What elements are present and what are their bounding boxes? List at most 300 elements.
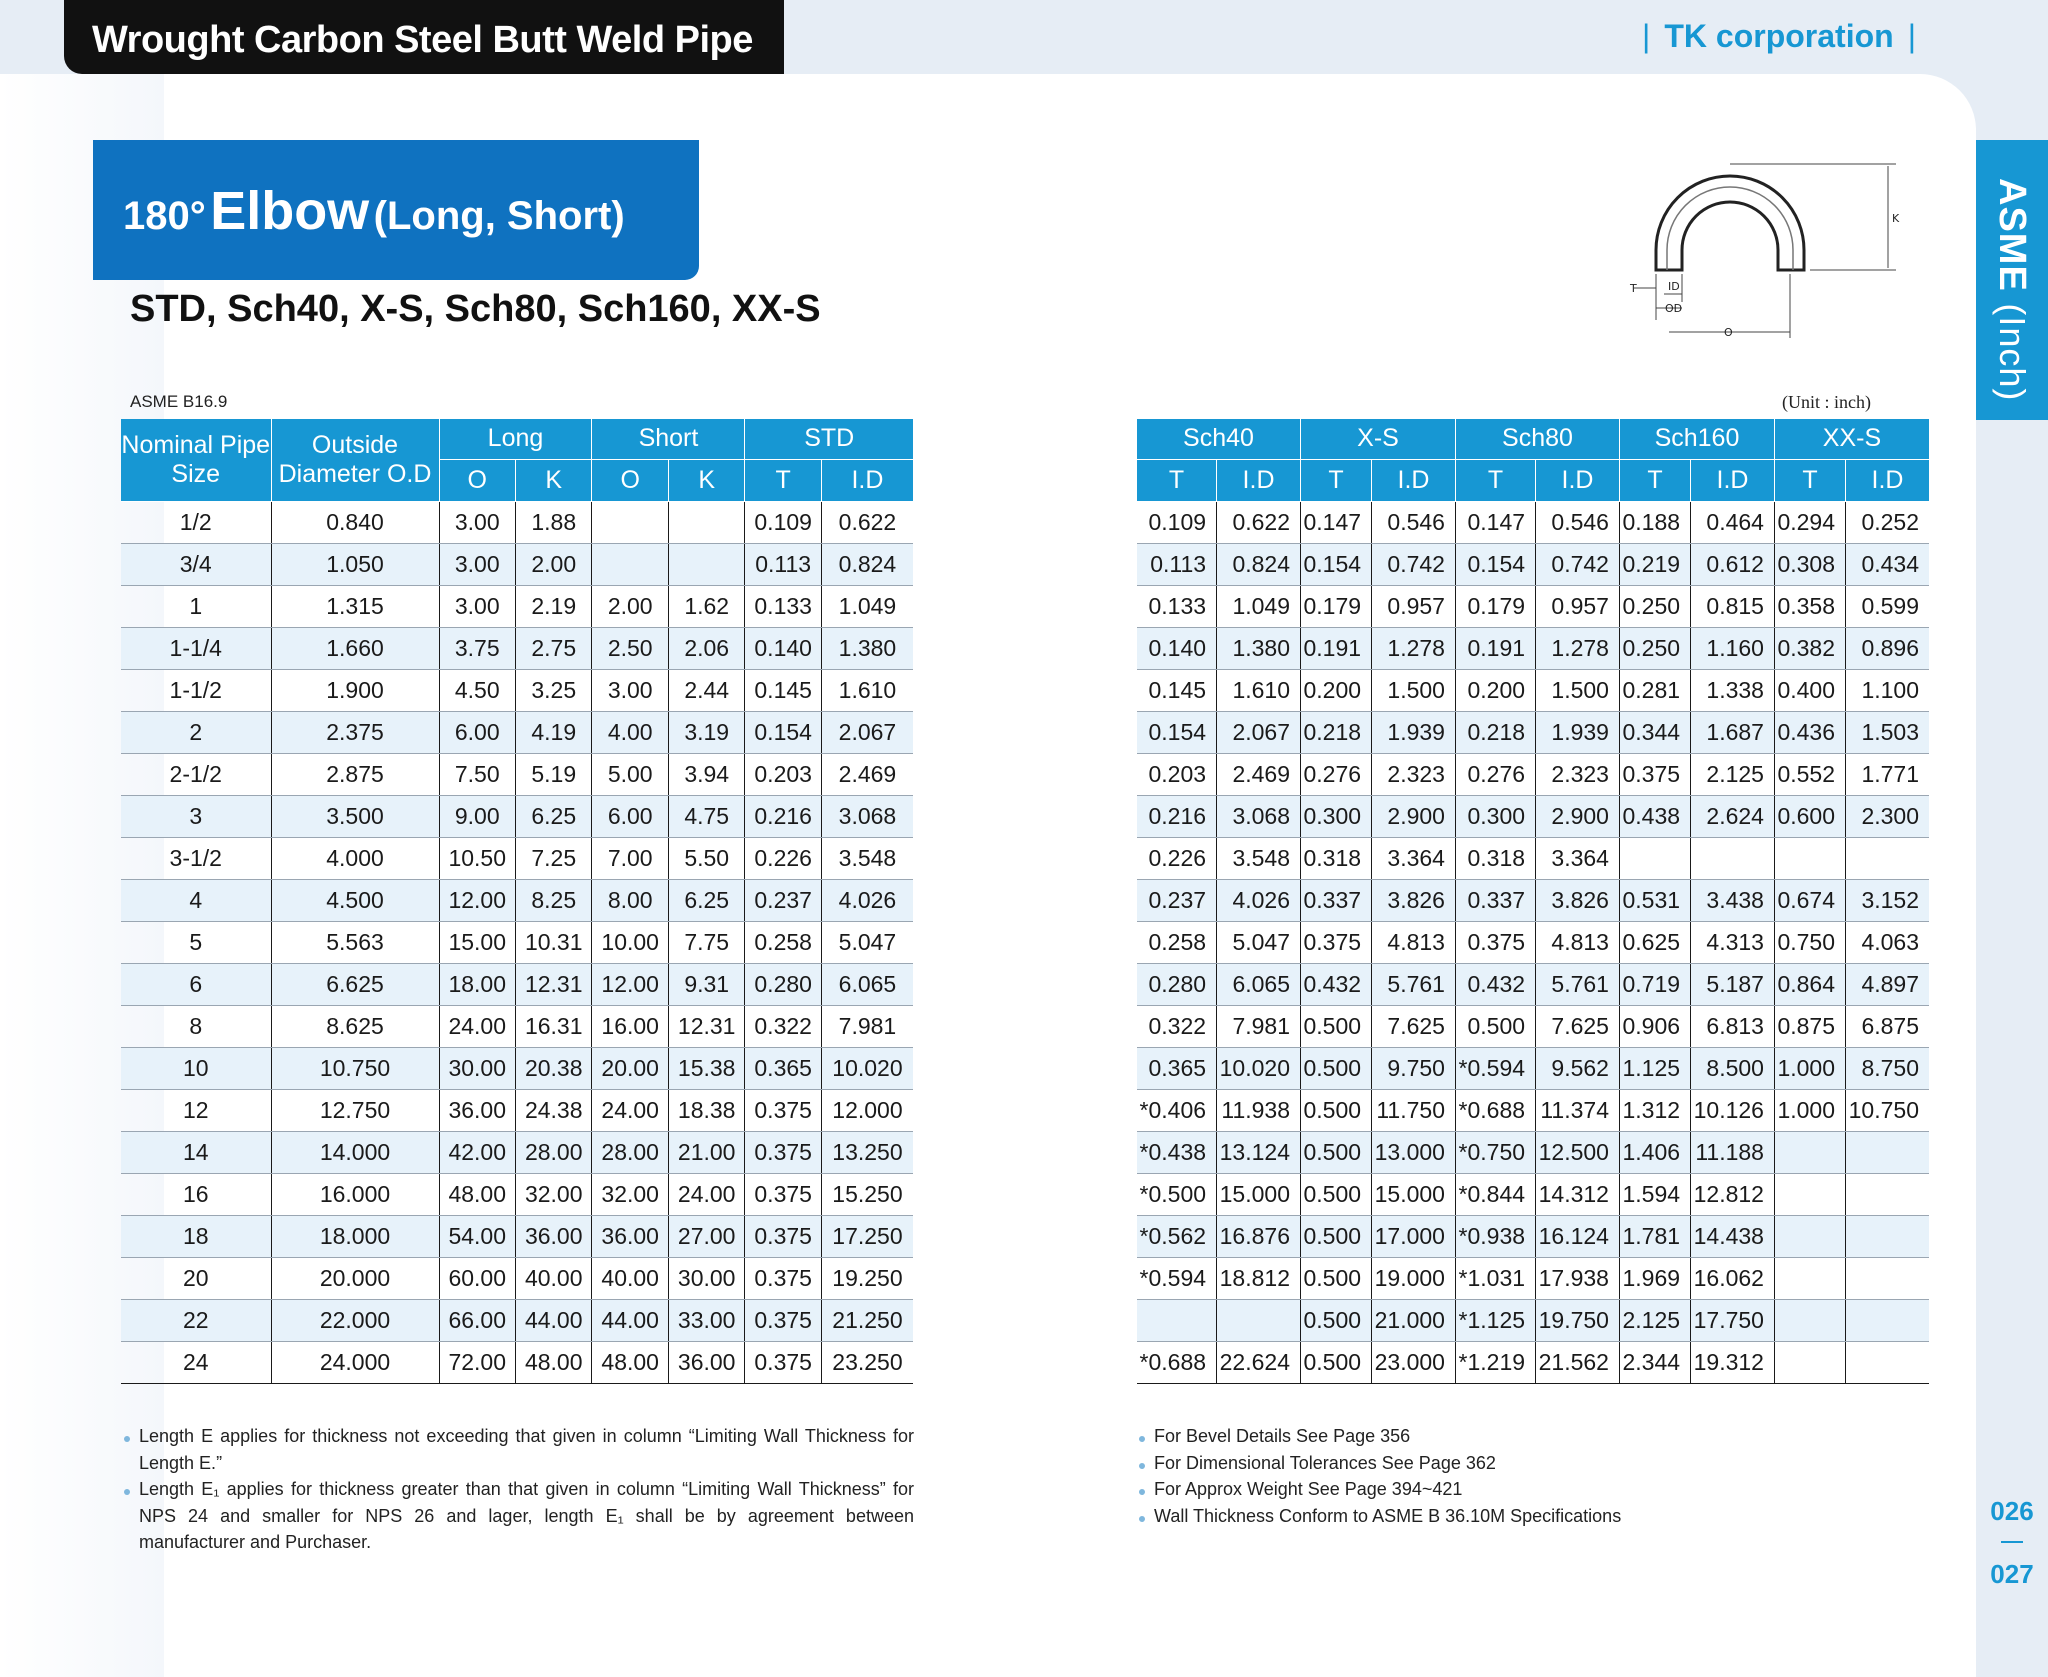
cell-value: 0.276 — [1455, 753, 1535, 795]
cell-value: 0.294 — [1774, 501, 1845, 543]
cell-value: 0.252 — [1846, 501, 1929, 543]
cell-value: 2.624 — [1691, 795, 1775, 837]
cell-so: 16.00 — [592, 1005, 668, 1047]
header-long: Long — [439, 419, 592, 459]
cell-od: 16.000 — [271, 1173, 439, 1215]
cell-value: 0.824 — [1217, 543, 1301, 585]
cell-so: 8.00 — [592, 879, 668, 921]
cell-nps: 2-1/2 — [121, 753, 271, 795]
cell-sk: 2.06 — [668, 627, 744, 669]
cell-value: 0.864 — [1774, 963, 1845, 1005]
table-row — [121, 753, 913, 795]
subheader-cell: T — [1455, 459, 1535, 501]
table-row — [1137, 711, 1929, 753]
cell-value: *0.750 — [1455, 1131, 1535, 1173]
cell-value: *0.500 — [1137, 1173, 1217, 1215]
cell-value: 5.047 — [1217, 921, 1301, 963]
cell-nps: 24 — [121, 1341, 271, 1383]
cell-value: *0.594 — [1137, 1257, 1217, 1299]
cell-value — [1217, 1299, 1301, 1341]
cell-value: 0.434 — [1846, 543, 1929, 585]
cell-nps: 2 — [121, 711, 271, 753]
schedule-subtitle: STD, Sch40, X-S, Sch80, Sch160, XX-S — [130, 288, 821, 330]
label-o: O — [1724, 326, 1733, 339]
cell-so: 20.00 — [592, 1047, 668, 1089]
cell-od: 22.000 — [271, 1299, 439, 1341]
cell-value: 6.065 — [1217, 963, 1301, 1005]
cell-value: 18.812 — [1217, 1257, 1301, 1299]
cell-value: 0.140 — [1137, 627, 1217, 669]
cell-value: 1.594 — [1619, 1173, 1690, 1215]
cell-value: 11.374 — [1536, 1089, 1620, 1131]
subheader-cell: T — [1774, 459, 1845, 501]
cell-value: *0.844 — [1455, 1173, 1535, 1215]
cell-so: 44.00 — [592, 1299, 668, 1341]
subheader-cell: I.D — [1372, 459, 1456, 501]
cell-value: 21.000 — [1372, 1299, 1456, 1341]
cell-value: *0.438 — [1137, 1131, 1217, 1173]
subheader-cell: T — [745, 459, 821, 501]
cell-value: 0.500 — [1301, 1047, 1372, 1089]
cell-lk: 12.31 — [515, 963, 591, 1005]
cell-nps: 1 — [121, 585, 271, 627]
table-row — [121, 1089, 913, 1131]
cell-t: 0.145 — [745, 669, 821, 711]
cell-value: 0.906 — [1619, 1005, 1690, 1047]
cell-t: 0.109 — [745, 501, 821, 543]
subheader-cell: K — [515, 459, 591, 501]
cell-value — [1619, 837, 1690, 879]
cell-od: 4.000 — [271, 837, 439, 879]
cell-id: 10.020 — [821, 1047, 913, 1089]
page-number-left: 026 — [1990, 1496, 2034, 1526]
cell-t: 0.113 — [745, 543, 821, 585]
cell-value: 0.719 — [1619, 963, 1690, 1005]
table-row — [121, 1005, 913, 1047]
cell-value: 14.438 — [1691, 1215, 1775, 1257]
note-item: Length E₁ applies for thickness greater than that given in column “Limiting Wall Thickness” for NPS 24 and smaller for NPS 26 and lager, length E₁ shall be by agreement between manufacturer and Purchaser. — [122, 1476, 914, 1556]
cell-sk: 12.31 — [668, 1005, 744, 1047]
cell-value: 0.600 — [1774, 795, 1845, 837]
cell-value: 16.062 — [1691, 1257, 1775, 1299]
cell-value: 11.750 — [1372, 1089, 1456, 1131]
cell-value: 0.218 — [1301, 711, 1372, 753]
cell-value: 0.109 — [1137, 501, 1217, 543]
table-row — [1137, 1005, 1929, 1047]
cell-value: 1.781 — [1619, 1215, 1690, 1257]
cell-sk: 7.75 — [668, 921, 744, 963]
cell-value: 0.188 — [1619, 501, 1690, 543]
cell-value: 0.375 — [1301, 921, 1372, 963]
cell-lk: 32.00 — [515, 1173, 591, 1215]
header-schedule: XX-S — [1774, 419, 1929, 459]
cell-value: 0.218 — [1455, 711, 1535, 753]
cell-value: 15.000 — [1217, 1173, 1301, 1215]
cell-value: 3.548 — [1217, 837, 1301, 879]
cell-lo: 42.00 — [439, 1131, 515, 1173]
cell-t: 0.280 — [745, 963, 821, 1005]
cell-value: 0.280 — [1137, 963, 1217, 1005]
cell-value: 16.876 — [1217, 1215, 1301, 1257]
cell-value: 0.219 — [1619, 543, 1690, 585]
cell-value: 0.500 — [1301, 1131, 1372, 1173]
cell-value: 3.068 — [1217, 795, 1301, 837]
table-row — [121, 585, 913, 627]
cell-value: 0.599 — [1846, 585, 1929, 627]
cell-sk: 3.94 — [668, 753, 744, 795]
cell-value — [1846, 1341, 1929, 1383]
cell-value — [1774, 1215, 1845, 1257]
table-row — [121, 669, 913, 711]
cell-value: 10.126 — [1691, 1089, 1775, 1131]
cell-value: 0.276 — [1301, 753, 1372, 795]
cell-sk: 4.75 — [668, 795, 744, 837]
cell-t: 0.216 — [745, 795, 821, 837]
cell-value: 15.000 — [1372, 1173, 1456, 1215]
table-row — [121, 1215, 913, 1257]
cell-lk: 5.19 — [515, 753, 591, 795]
cell-value: 3.826 — [1536, 879, 1620, 921]
cell-value — [1137, 1299, 1217, 1341]
cell-value: 2.323 — [1536, 753, 1620, 795]
cell-value: 0.500 — [1301, 1341, 1372, 1383]
cell-t: 0.258 — [745, 921, 821, 963]
cell-lo: 60.00 — [439, 1257, 515, 1299]
cell-nps: 10 — [121, 1047, 271, 1089]
cell-sk: 30.00 — [668, 1257, 744, 1299]
cell-sk: 36.00 — [668, 1341, 744, 1383]
cell-so: 4.00 — [592, 711, 668, 753]
table-row — [1137, 1047, 1929, 1089]
cell-id: 0.824 — [821, 543, 913, 585]
cell-value: 17.750 — [1691, 1299, 1775, 1341]
cell-value: *0.594 — [1455, 1047, 1535, 1089]
cell-value: 0.322 — [1137, 1005, 1217, 1047]
cell-id: 3.548 — [821, 837, 913, 879]
cell-od: 1.660 — [271, 627, 439, 669]
cell-value: 2.323 — [1372, 753, 1456, 795]
subheader-cell: T — [1301, 459, 1372, 501]
cell-sk: 33.00 — [668, 1299, 744, 1341]
cell-sk: 21.00 — [668, 1131, 744, 1173]
cell-value: 0.432 — [1301, 963, 1372, 1005]
cell-lk: 2.75 — [515, 627, 591, 669]
cell-value: 1.000 — [1774, 1047, 1845, 1089]
cell-value: 2.067 — [1217, 711, 1301, 753]
table-row — [121, 1047, 913, 1089]
cell-lo: 72.00 — [439, 1341, 515, 1383]
cell-value — [1846, 1257, 1929, 1299]
cell-value: 0.154 — [1455, 543, 1535, 585]
cell-od: 3.500 — [271, 795, 439, 837]
cell-value: 0.300 — [1301, 795, 1372, 837]
cell-id: 23.250 — [821, 1341, 913, 1383]
cell-value: 0.382 — [1774, 627, 1845, 669]
cell-value: 3.364 — [1536, 837, 1620, 879]
cell-lk: 16.31 — [515, 1005, 591, 1047]
cell-value — [1846, 1215, 1929, 1257]
table-row — [1137, 543, 1929, 585]
cell-lk: 40.00 — [515, 1257, 591, 1299]
cell-lo: 9.00 — [439, 795, 515, 837]
cell-value: 9.750 — [1372, 1047, 1456, 1089]
cell-value: 0.875 — [1774, 1005, 1845, 1047]
cell-so: 28.00 — [592, 1131, 668, 1173]
cell-t: 0.375 — [745, 1299, 821, 1341]
cell-id: 1.049 — [821, 585, 913, 627]
cell-nps: 16 — [121, 1173, 271, 1215]
cell-t: 0.375 — [745, 1089, 821, 1131]
cell-lk: 4.19 — [515, 711, 591, 753]
cell-value: 1.380 — [1217, 627, 1301, 669]
cell-value: 2.300 — [1846, 795, 1929, 837]
subheader-cell: O — [439, 459, 515, 501]
cell-id: 0.622 — [821, 501, 913, 543]
cell-lo: 66.00 — [439, 1299, 515, 1341]
cell-lk: 8.25 — [515, 879, 591, 921]
table-row — [121, 543, 913, 585]
cell-so: 32.00 — [592, 1173, 668, 1215]
cell-value — [1691, 837, 1775, 879]
cell-value: 1.500 — [1536, 669, 1620, 711]
cell-value: 0.612 — [1691, 543, 1775, 585]
dimension-table-right — [1137, 419, 1929, 1384]
cell-sk: 6.25 — [668, 879, 744, 921]
cell-value: 0.250 — [1619, 627, 1690, 669]
cell-value: 3.364 — [1372, 837, 1456, 879]
label-t: T — [1630, 282, 1637, 295]
cell-value: *0.688 — [1455, 1089, 1535, 1131]
cell-value: 13.000 — [1372, 1131, 1456, 1173]
cell-value: 0.432 — [1455, 963, 1535, 1005]
table-row — [121, 711, 913, 753]
cell-lo: 48.00 — [439, 1173, 515, 1215]
document-title: Wrought Carbon Steel Butt Weld Pipe — [64, 0, 784, 74]
cell-id: 2.067 — [821, 711, 913, 753]
header-outside-diameter: Outside Diameter O.D — [271, 419, 439, 501]
cell-value: 7.625 — [1372, 1005, 1456, 1047]
cell-t: 0.375 — [745, 1341, 821, 1383]
cell-lo: 15.00 — [439, 921, 515, 963]
cell-nps: 3 — [121, 795, 271, 837]
cell-od: 5.563 — [271, 921, 439, 963]
cell-value: 10.020 — [1217, 1047, 1301, 1089]
cell-value: 0.133 — [1137, 585, 1217, 627]
cell-value: 0.191 — [1301, 627, 1372, 669]
cell-value: 13.124 — [1217, 1131, 1301, 1173]
cell-id: 3.068 — [821, 795, 913, 837]
cell-t: 0.237 — [745, 879, 821, 921]
cell-id: 4.026 — [821, 879, 913, 921]
cell-lo: 54.00 — [439, 1215, 515, 1257]
cell-value: 0.531 — [1619, 879, 1690, 921]
cell-value: 8.500 — [1691, 1047, 1775, 1089]
cell-value: 16.124 — [1536, 1215, 1620, 1257]
cell-value: 4.813 — [1536, 921, 1620, 963]
cell-lk: 24.38 — [515, 1089, 591, 1131]
header-schedule: Sch40 — [1137, 419, 1301, 459]
product-heading-box — [93, 140, 699, 280]
cell-value: 0.622 — [1217, 501, 1301, 543]
label-k: K — [1892, 212, 1900, 225]
notes-right — [1137, 1423, 1837, 1529]
label-od: OD — [1665, 302, 1683, 315]
cell-value: 2.469 — [1217, 753, 1301, 795]
cell-value: 22.624 — [1217, 1341, 1301, 1383]
cell-value: 19.750 — [1536, 1299, 1620, 1341]
cell-lo: 30.00 — [439, 1047, 515, 1089]
table-row — [121, 501, 913, 543]
cell-value: 4.813 — [1372, 921, 1456, 963]
cell-so: 7.00 — [592, 837, 668, 879]
cell-id: 12.000 — [821, 1089, 913, 1131]
cell-value: 0.365 — [1137, 1047, 1217, 1089]
cell-value: 0.147 — [1455, 501, 1535, 543]
cell-od: 14.000 — [271, 1131, 439, 1173]
table-row — [1137, 1341, 1929, 1383]
subheader-cell: I.D — [1217, 459, 1301, 501]
cell-lo: 24.00 — [439, 1005, 515, 1047]
cell-od: 10.750 — [271, 1047, 439, 1089]
table-row — [121, 963, 913, 1005]
cell-id: 1.610 — [821, 669, 913, 711]
note-item: For Approx Weight See Page 394~421 — [1137, 1476, 1837, 1503]
table-row — [1137, 627, 1929, 669]
cell-value: 1.610 — [1217, 669, 1301, 711]
cell-so: 3.00 — [592, 669, 668, 711]
cell-od: 2.375 — [271, 711, 439, 753]
cell-od: 18.000 — [271, 1215, 439, 1257]
cell-value: 1.049 — [1217, 585, 1301, 627]
cell-value — [1846, 1131, 1929, 1173]
section-tab[interactable] — [1976, 140, 2048, 420]
subheader-cell: T — [1137, 459, 1217, 501]
note-item: For Dimensional Tolerances See Page 362 — [1137, 1450, 1837, 1477]
cell-lk: 3.25 — [515, 669, 591, 711]
cell-value: 0.203 — [1137, 753, 1217, 795]
cell-value: 0.358 — [1774, 585, 1845, 627]
cell-lo: 3.75 — [439, 627, 515, 669]
cell-so — [592, 543, 668, 585]
cell-value: *0.406 — [1137, 1089, 1217, 1131]
cell-value: 1.406 — [1619, 1131, 1690, 1173]
cell-nps: 14 — [121, 1131, 271, 1173]
cell-value: 0.896 — [1846, 627, 1929, 669]
table-row — [1137, 1173, 1929, 1215]
cell-value: 0.674 — [1774, 879, 1845, 921]
cell-nps: 6 — [121, 963, 271, 1005]
table-row — [121, 1299, 913, 1341]
cell-od: 1.050 — [271, 543, 439, 585]
table-row — [121, 1131, 913, 1173]
cell-id: 17.250 — [821, 1215, 913, 1257]
cell-value: 0.179 — [1301, 585, 1372, 627]
cell-od: 12.750 — [271, 1089, 439, 1131]
cell-od: 1.900 — [271, 669, 439, 711]
cell-t: 0.375 — [745, 1257, 821, 1299]
cell-value: 3.152 — [1846, 879, 1929, 921]
cell-lk: 1.88 — [515, 501, 591, 543]
header-schedule: X-S — [1301, 419, 1456, 459]
note-item: Length E applies for thickness not exceeding that given in column “Limiting Wall Thickness for Length E.” — [122, 1423, 914, 1476]
cell-t: 0.226 — [745, 837, 821, 879]
cell-value: 14.312 — [1536, 1173, 1620, 1215]
table-row — [1137, 837, 1929, 879]
cell-od: 20.000 — [271, 1257, 439, 1299]
cell-value: 21.562 — [1536, 1341, 1620, 1383]
cell-nps: 20 — [121, 1257, 271, 1299]
cell-od: 6.625 — [271, 963, 439, 1005]
cell-nps: 18 — [121, 1215, 271, 1257]
heading-suffix: (Long, Short) — [373, 194, 625, 238]
standard-note: ASME B16.9 — [130, 392, 228, 411]
cell-value: 0.500 — [1301, 1173, 1372, 1215]
cell-od: 2.875 — [271, 753, 439, 795]
cell-value: 0.375 — [1619, 753, 1690, 795]
cell-value: 2.900 — [1372, 795, 1456, 837]
table-row — [1137, 1215, 1929, 1257]
cell-so: 48.00 — [592, 1341, 668, 1383]
cell-lo: 3.00 — [439, 543, 515, 585]
brand-name: TK corporation — [1664, 18, 1894, 54]
cell-so: 6.00 — [592, 795, 668, 837]
cell-lk: 28.00 — [515, 1131, 591, 1173]
cell-od: 4.500 — [271, 879, 439, 921]
page-number-right: 027 — [1990, 1559, 2034, 1589]
cell-lo: 18.00 — [439, 963, 515, 1005]
cell-value: *0.938 — [1455, 1215, 1535, 1257]
label-id: ID — [1668, 280, 1680, 293]
cell-value: 2.125 — [1619, 1299, 1690, 1341]
cell-id: 15.250 — [821, 1173, 913, 1215]
cell-value — [1774, 1131, 1845, 1173]
cell-value: 0.742 — [1536, 543, 1620, 585]
cell-id: 6.065 — [821, 963, 913, 1005]
unit-note: (Unit : inch) — [1782, 392, 1871, 412]
cell-sk: 5.50 — [668, 837, 744, 879]
notes-left — [122, 1423, 914, 1556]
cell-value: 0.154 — [1137, 711, 1217, 753]
heading-main: Elbow — [210, 181, 370, 241]
cell-value: 17.938 — [1536, 1257, 1620, 1299]
subheader-cell: O — [592, 459, 668, 501]
cell-value: *1.125 — [1455, 1299, 1535, 1341]
table-row — [121, 1341, 913, 1383]
subheader-cell: I.D — [1536, 459, 1620, 501]
cell-value: 0.237 — [1137, 879, 1217, 921]
cell-lo: 36.00 — [439, 1089, 515, 1131]
subheader-cell: I.D — [1846, 459, 1929, 501]
header-schedule: Sch160 — [1619, 419, 1774, 459]
cell-value: 19.312 — [1691, 1341, 1775, 1383]
table-row — [1137, 585, 1929, 627]
cell-value — [1846, 1299, 1929, 1341]
cell-sk — [668, 501, 744, 543]
cell-value: 0.344 — [1619, 711, 1690, 753]
cell-value: 12.812 — [1691, 1173, 1775, 1215]
cell-sk: 2.44 — [668, 669, 744, 711]
brand-separator-right: | — [1907, 18, 1916, 54]
section-tab-sub: (Inch) — [1992, 303, 2033, 402]
product-heading — [123, 180, 625, 242]
cell-value: 1.969 — [1619, 1257, 1690, 1299]
cell-lk: 2.19 — [515, 585, 591, 627]
cell-value: 0.957 — [1372, 585, 1456, 627]
cell-sk: 1.62 — [668, 585, 744, 627]
cell-value: 0.375 — [1455, 921, 1535, 963]
cell-lk: 10.31 — [515, 921, 591, 963]
subheader-cell: I.D — [1691, 459, 1775, 501]
